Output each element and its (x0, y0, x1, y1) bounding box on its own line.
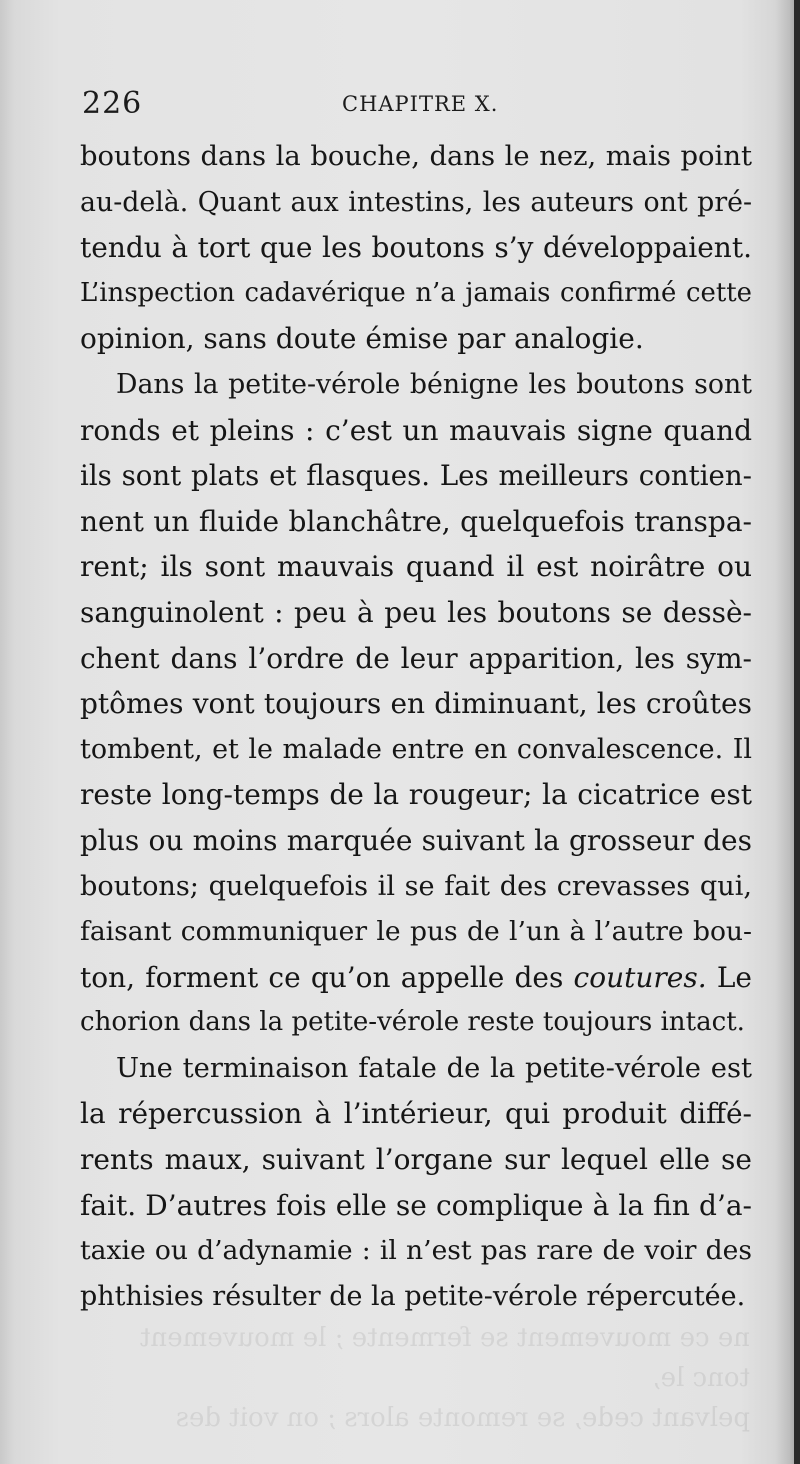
text-line: ptômes vont toujours en diminuant, les croûtes (80, 687, 752, 721)
text-line: taxie ou d’adynamie : il n’est pas rare de voir des (80, 1235, 752, 1267)
text-line: tombent, et le malade entre en convalescence. Il (80, 733, 752, 765)
text-line: rents maux, suivant l’organe sur lequel elle se (80, 1143, 752, 1177)
text-line: Dans la petite-vérole bénigne les boutons sont (116, 368, 752, 400)
show-through-line: ne ce mouvement se fermente ; le mouvement tonc le, (140, 1323, 750, 1393)
page-number: 226 (82, 86, 143, 121)
text-line: chent dans l’ordre de leur apparition, les sym- (80, 641, 752, 675)
text-segment: ton, forment ce qu’on appelle des (80, 960, 574, 994)
text-segment: Le (706, 960, 752, 994)
text-line: rent; ils sont mauvais quand il est noirâtre ou (80, 550, 752, 584)
text-line: nent un fluide blanchâtre, quelquefois transpa- (80, 504, 752, 538)
italic-term: coutures. (573, 960, 707, 994)
chapter-title: CHAPITRE X. (342, 92, 499, 116)
text-line: boutons dans la bouche, dans le nez, mais point (80, 141, 752, 172)
text-line: tendu à tort que les boutons s’y développaient. (80, 231, 752, 265)
text-line-with-italic (80, 955, 752, 1001)
show-through-text (90, 1318, 750, 1438)
body-text (80, 134, 752, 1319)
text-line: au-delà. Quant aux intestins, les auteurs ont pré- (80, 186, 752, 218)
text-line: la répercussion à l’intérieur, qui produit diffé- (80, 1097, 752, 1131)
text-line: sanguinolent : peu à peu les boutons se dessè- (80, 595, 752, 629)
page-gutter-edge (794, 0, 800, 1464)
show-through-line: pelvant cede, se remonte alors ; on voit des (175, 1403, 750, 1433)
text-line: faisant communiquer le pus de l’un à l’autre bou- (80, 916, 752, 948)
text-line: boutons; quelquefois il se fait des crevasses qui, (80, 870, 752, 902)
text-line: Une terminaison fatale de la petite-vérole est (116, 1052, 752, 1084)
text-line: plus ou moins marquée suivant la grosseur des (80, 823, 752, 857)
text-line: chorion dans la petite-vérole reste toujours intact. (80, 1007, 745, 1038)
text-line: L’inspection cadavérique n’a jamais confirmé cette (80, 277, 752, 308)
text-line: reste long-temps de la rougeur; la cicatrice est (80, 778, 752, 812)
text-line: ronds et pleins : c’est un mauvais signe quand (80, 413, 752, 447)
text-line: ils sont plats et flasques. Les meilleurs contien- (80, 459, 752, 493)
text-line: phthisies résulter de la petite-vérole répercutée. (80, 1280, 746, 1312)
text-line: opinion, sans doute émise par analogie. (80, 322, 644, 356)
text-line: fait. D’autres fois elle se complique à la fin d’a- (80, 1188, 752, 1222)
running-head (80, 86, 750, 126)
